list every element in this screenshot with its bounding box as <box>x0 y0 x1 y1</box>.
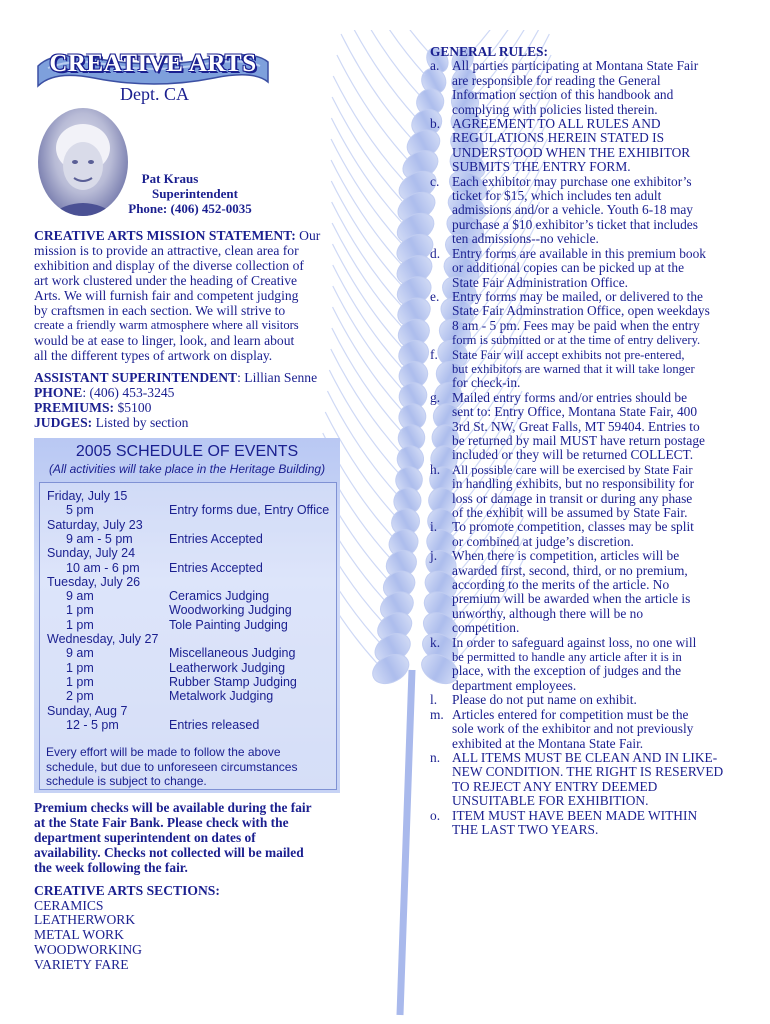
rule-item <box>430 809 742 838</box>
rule-line: ITEM MUST HAVE BEEN MADE WITHIN <box>452 807 698 823</box>
rule-line: State Fair will accept exhibits not pre-entered, <box>452 347 685 362</box>
premium-line: department superintendent on dates of <box>34 830 256 845</box>
schedule-activity: Miscellaneous Judging <box>169 646 296 661</box>
schedule-panel <box>34 438 340 793</box>
rule-line: in handling exhibits, but no responsibility for <box>452 476 695 492</box>
schedule-day: Tuesday, July 26 <box>47 574 141 589</box>
rule-line: exhibited at the Montana State Fair. <box>452 735 644 751</box>
schedule-day: Wednesday, July 27 <box>47 632 159 646</box>
schedule-time: 10 am - 6 pm <box>66 560 140 575</box>
rule-line: In order to safeguard against loss, no one will <box>452 634 697 650</box>
schedule-subtitle: (All activities will take place in the Heritage Building) <box>48 462 326 476</box>
rule-item <box>430 463 742 521</box>
rule-letter: b. <box>430 116 441 132</box>
rule-line: place, with the exception of judges and the <box>452 663 682 679</box>
rule-line: ten admissions--no vehicle. <box>452 231 599 247</box>
mission-line: Arts. We will furnish fair and competent judging <box>34 288 299 303</box>
schedule-time: 9 am <box>66 646 94 661</box>
rule-line: form is submitted or at the time of entry delivery. <box>452 333 701 348</box>
rule-line: SUBMITS THE ENTRY FORM. <box>452 159 631 175</box>
schedule-time: 9 am <box>66 589 94 604</box>
mission-line: all the different types of artwork on display. <box>34 348 273 363</box>
schedule-activity: Tole Painting Judging <box>169 617 288 632</box>
rule-letter: i. <box>430 519 438 535</box>
section-item: WOODWORKING <box>34 941 142 957</box>
schedule-note-line: Every effort will be made to follow the above <box>46 745 281 759</box>
rule-letter: f. <box>430 346 438 362</box>
rule-letter: o. <box>430 807 441 823</box>
schedule-time: 2 pm <box>66 689 94 704</box>
wheat-awn <box>333 76 403 180</box>
superintendent-role: Superintendent <box>152 186 238 201</box>
rule-line: 8 am - 5 pm. Fees may be paid when the entry <box>452 317 700 333</box>
rule-item <box>430 636 742 694</box>
rule-letter: c. <box>430 173 440 189</box>
rule-item <box>430 693 742 707</box>
wheat-awn <box>360 30 430 54</box>
rule-line: 3rd St. NW, Great Falls, MT 59404. Entries to <box>452 418 700 434</box>
premium-line: the week following the fair. <box>34 860 188 875</box>
mission-line: exhibition and display of the diverse collection of <box>34 258 304 273</box>
schedule-activity: Entry forms due, Entry Office <box>169 503 330 518</box>
schedule-time: 1 pm <box>66 660 94 675</box>
rule-line: ALL ITEMS MUST BE CLEAN AND IN LIKE- <box>452 749 718 765</box>
rule-line: Please do not put name on exhibit. <box>452 692 637 708</box>
rule-line: Entry forms are available in this premium book <box>452 245 706 261</box>
mission-line: would be at ease to linger, look, and learn about <box>34 333 295 348</box>
wheat-awn <box>341 34 411 138</box>
schedule-time: 9 am - 5 pm <box>66 531 133 546</box>
superintendent-phone: Phone: (406) 452-0035 <box>128 201 252 216</box>
schedule-activity: Entries Accepted <box>169 531 263 546</box>
schedule-activity: Entries released <box>169 717 260 732</box>
schedule-note-line: schedule is subject to change. <box>46 774 207 788</box>
rule-line: TO REJECT ANY ENTRY DEEMED <box>452 778 658 794</box>
superintendent-name: Pat Kraus <box>141 171 199 186</box>
mission-line: mission is to provide an attractive, clean area for <box>34 243 299 258</box>
rule-letter: l. <box>430 692 438 708</box>
rule-line: State Fair Administration Office. <box>452 274 629 290</box>
rule-line: UNSUITABLE FOR EXHIBITION. <box>452 793 649 809</box>
rule-line: ticket for $15, which includes ten adult <box>452 188 662 204</box>
wheat-grain <box>368 649 414 690</box>
assistant-value: : Lillian Senne <box>237 370 318 385</box>
mission-heading: CREATIVE ARTS MISSION STATEMENT: <box>34 228 296 243</box>
premium-line: availability. Checks not collected will be mailed <box>34 845 304 860</box>
rule-line: be permitted to handle any article after it is in <box>452 650 682 665</box>
phone-value: : (406) 453-3245 <box>82 385 175 400</box>
rule-line: or combined at judge’s discretion. <box>452 533 634 549</box>
schedule-time: 5 pm <box>66 503 94 518</box>
schedule-activity: Woodworking Judging <box>169 603 292 618</box>
department-code: Dept. CA <box>120 84 189 104</box>
premium-line: Premium checks will be available during the fair <box>34 800 312 815</box>
schedule-time: 12 - 5 pm <box>66 717 119 732</box>
schedule-note <box>46 745 336 789</box>
schedule-activity: Rubber Stamp Judging <box>169 674 297 689</box>
judges-value: Listed by section <box>92 415 189 430</box>
rule-line: Entry forms may be mailed, or delivered to the <box>452 288 703 304</box>
schedule-time: 1 pm <box>66 603 94 618</box>
section-item: CERAMICS <box>34 897 104 913</box>
rule-letter: m. <box>430 706 444 722</box>
mission-statement <box>34 228 344 363</box>
banner-title: CREATIVE ARTS <box>49 50 257 77</box>
rule-item <box>430 708 742 751</box>
schedule-time: 1 pm <box>66 674 94 689</box>
rule-letter: a. <box>430 58 440 74</box>
rule-letter: h. <box>430 461 441 477</box>
rule-item <box>430 348 742 391</box>
section-item: VARIETY FARE <box>34 956 129 972</box>
mission-line: create a friendly warm atmosphere where all visitors <box>34 318 299 332</box>
rule-line: admissions and/or a vehicle. Youth 6-18 may <box>452 202 694 218</box>
rule-letter: g. <box>430 389 441 405</box>
rule-line: UNDERSTOOD WHEN THE EXHIBITOR <box>452 144 691 160</box>
rule-line: All parties participating at Montana State Fair <box>452 58 699 74</box>
rule-letter: e. <box>430 288 440 304</box>
rule-item <box>430 247 742 290</box>
rule-item <box>430 391 742 463</box>
rule-line: THE LAST TWO YEARS. <box>452 821 599 837</box>
rule-line: State Fair Adminstration Office, open weekdays <box>452 303 710 319</box>
schedule-activity: Ceramics Judging <box>169 589 270 604</box>
rule-line: are responsible for reading the General <box>452 72 661 88</box>
rule-line: When there is competition, articles will be <box>452 548 680 564</box>
rule-line: complying with policies listed therein. <box>452 101 658 117</box>
rule-line: department employees. <box>452 677 577 693</box>
rule-item <box>430 59 742 117</box>
schedule-title: 2005 SCHEDULE OF EVENTS <box>75 443 299 460</box>
schedule-table <box>39 482 337 790</box>
rules-heading: GENERAL RULES: <box>430 44 548 59</box>
rule-line: Each exhibitor may purchase one exhibitor’s <box>452 173 692 189</box>
rule-item <box>430 290 742 348</box>
schedule-activity: Leatherwork Judging <box>169 660 286 675</box>
wheat-awn <box>350 30 420 96</box>
wheat-awn <box>332 97 402 201</box>
premium-checks-note <box>34 800 344 875</box>
assistant-label: ASSISTANT SUPERINTENDENT <box>34 370 238 385</box>
schedule-day: Friday, July 15 <box>47 489 128 503</box>
rule-line: All possible care will be exercised by State Fair <box>452 462 693 477</box>
judges-label: JUDGES: <box>34 415 93 430</box>
section-item: LEATHERWORK <box>34 912 136 928</box>
rule-line: Articles entered for competition must be the <box>452 706 689 722</box>
rule-item <box>430 549 742 635</box>
rule-letter: d. <box>430 245 441 261</box>
wheat-awn <box>346 30 416 117</box>
rule-line: Information section of this handbook and <box>452 87 674 103</box>
wheat-awn <box>337 55 407 159</box>
rule-line: loss or damage in transit or during any phase <box>452 490 693 506</box>
premium-line: at the State Fair Bank. Please check with the <box>34 815 289 830</box>
rule-line: be returned by mail MUST have return postage <box>452 432 705 448</box>
rule-line: of the exhibit will be assumed by State Fair. <box>452 505 688 520</box>
premiums-label: PREMIUMS: <box>34 400 115 415</box>
rule-line: unworthy, although there will be no <box>452 605 644 621</box>
rule-line: according to the merits of the article. No <box>452 577 670 593</box>
rule-line: Mailed entry forms and/or entries should be <box>452 389 688 405</box>
rule-line: or additional copies can be picked up at the <box>452 260 685 276</box>
schedule-day: Sunday, Aug 7 <box>47 703 128 718</box>
rule-line: AGREEMENT TO ALL RULES AND <box>452 116 661 132</box>
section-item: METAL WORK <box>34 927 124 943</box>
rule-line: premium will be awarded when the article is <box>452 591 691 607</box>
schedule-activity: Metalwork Judging <box>169 689 274 704</box>
rule-item <box>430 751 742 809</box>
department-info <box>34 370 354 430</box>
schedule-day: Saturday, July 23 <box>47 517 143 532</box>
rule-line: To promote competition, classes may be split <box>452 519 694 535</box>
schedule-time: 1 pm <box>66 617 94 632</box>
rule-line: for check-in. <box>452 375 521 391</box>
schedule-day: Sunday, July 24 <box>47 546 136 561</box>
phone-label: PHONE <box>34 385 83 400</box>
rule-line: sent to: Entry Office, Montana State Fair, 400 <box>452 404 698 420</box>
rule-line: included or they will be returned COLLECT. <box>452 447 694 463</box>
premiums-value: $5100 <box>114 400 152 415</box>
rule-line: purchase a $10 exhibitor’s ticket that includes <box>452 216 698 232</box>
rule-letter: j. <box>430 548 438 564</box>
rule-line: but exhibitors are warned that it will take longer <box>452 361 695 376</box>
general-rules <box>430 45 742 837</box>
sections-heading: CREATIVE ARTS SECTIONS: <box>34 883 220 898</box>
rule-line: awarded first, second, third, or no premium, <box>452 562 688 578</box>
rule-line: sole work of the exhibitor and not previously <box>452 721 694 737</box>
rule-item <box>430 175 742 247</box>
rule-item <box>430 520 742 549</box>
rule-letter: n. <box>430 749 441 765</box>
rule-letter: k. <box>430 634 441 650</box>
rule-line: NEW CONDITION. THE RIGHT IS RESERVED <box>452 764 724 780</box>
rule-item <box>430 117 742 175</box>
rule-line: competition. <box>452 620 520 636</box>
rule-line: REGULATIONS HEREIN STATED IS <box>452 130 665 146</box>
sections-list <box>34 884 284 972</box>
mission-line: art work clustered under the heading of Creative <box>34 273 298 288</box>
schedule-note-line: schedule, but due to unforeseen circumstances <box>46 759 298 774</box>
mission-line: by craftsmen in each section. We will strive to <box>34 303 286 318</box>
superintendent-contact <box>110 171 270 216</box>
schedule-activity: Entries Accepted <box>169 560 263 575</box>
mission-first-word: Our <box>299 228 321 243</box>
